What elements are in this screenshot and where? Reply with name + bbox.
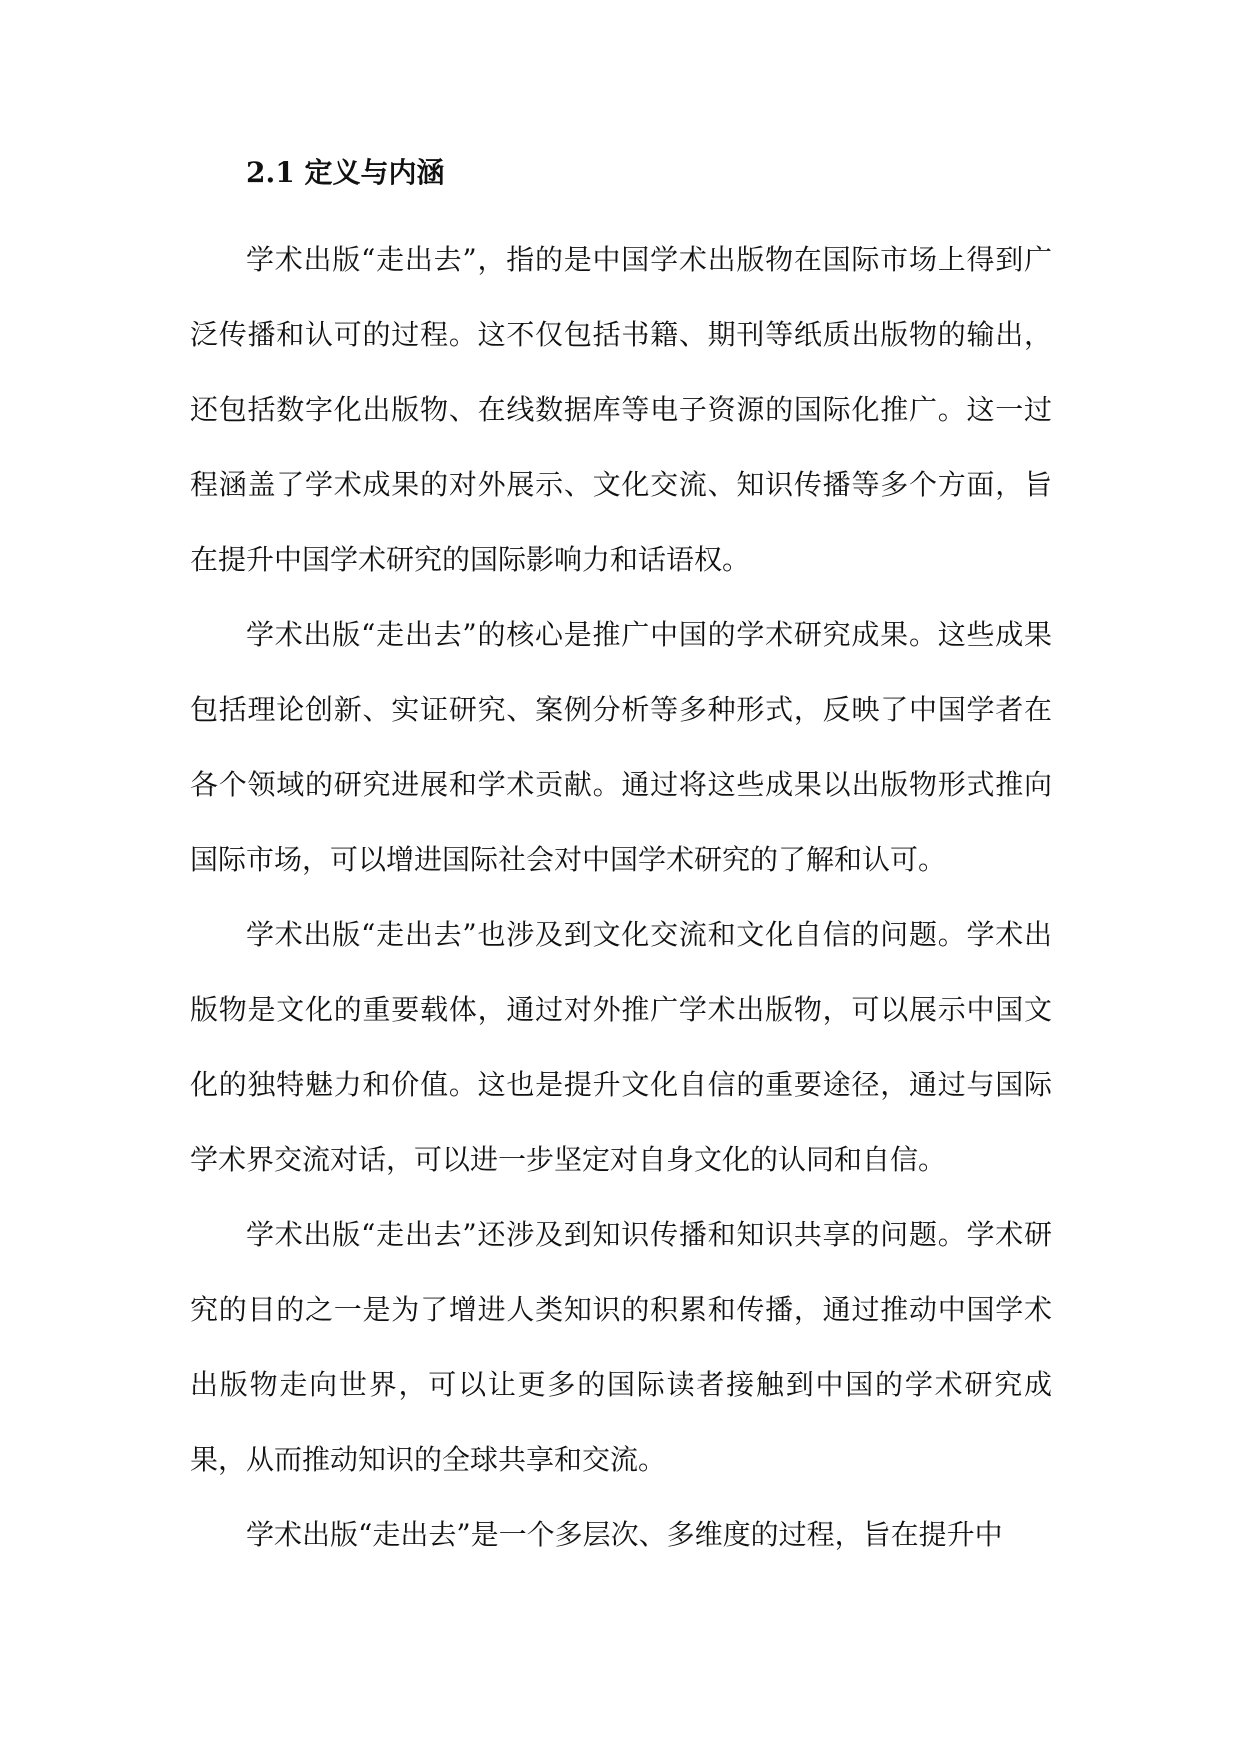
paragraph: 学术出版“走出去”，指的是中国学术出版物在国际市场上得到广泛传播和认可的过程。这不仅包括书籍、期刊等纸质出版物的输出，还包括数字化出版物、在线数据库等电子资源的国际化推广。这一过程涵盖了学术成果的对外展示、文化交流、知识传播等多个方面，旨在提升中国学术研究的国际影响力和话语权。 <box>190 243 1052 576</box>
page-body <box>190 148 1052 1572</box>
paragraph: 学术出版“走出去”还涉及到知识传播和知识共享的问题。学术研究的目的之一是为了增进人类知识的积累和传播，通过推动中国学术出版物走向世界，可以让更多的国际读者接触到中国的学术研究成果，从而推动知识的全球共享和交流。 <box>190 1218 1052 1476</box>
section-heading: 2.1 定义与内涵 <box>246 156 445 189</box>
paragraph: 学术出版“走出去”的核心是推广中国的学术研究成果。这些成果包括理论创新、实证研究、案例分析等多种形式，反映了中国学者在各个领域的研究进展和学术贡献。通过将这些成果以出版物形式推向国际市场，可以增进国际社会对中国学术研究的了解和认可。 <box>190 618 1052 876</box>
paragraph: 学术出版“走出去”也涉及到文化交流和文化自信的问题。学术出版物是文化的重要载体，通过对外推广学术出版物，可以展示中国文化的独特魅力和价值。这也是提升文化自信的重要途径，通过与国际学术界交流对话，可以进一步坚定对自身文化的认同和自信。 <box>190 918 1052 1176</box>
paragraph: 学术出版“走出去”是一个多层次、多维度的过程，旨在提升中 <box>246 1518 1003 1551</box>
